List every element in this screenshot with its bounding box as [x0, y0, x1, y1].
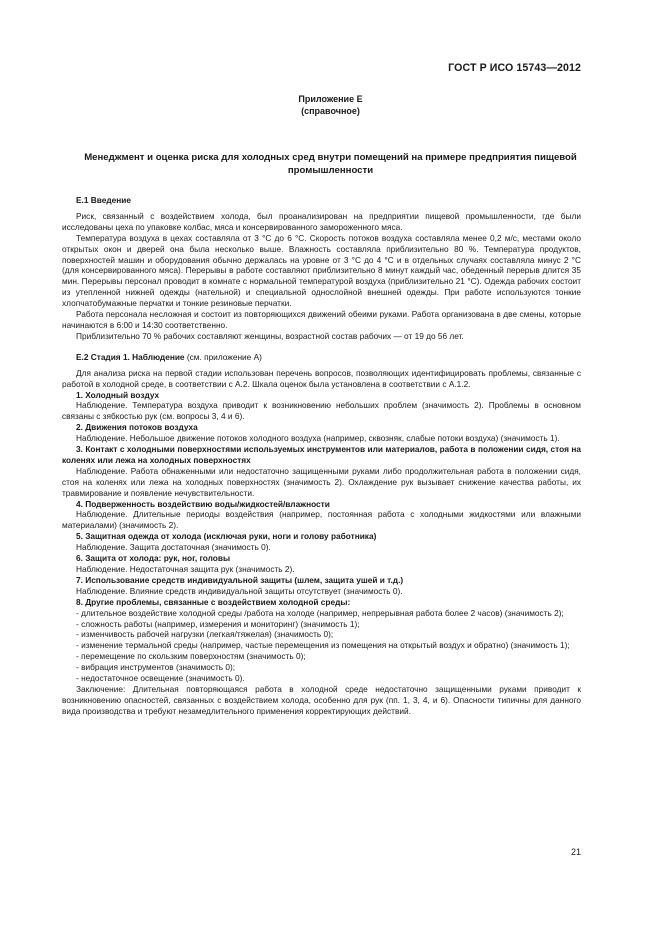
list-item: - изменение термальной среды (например, частые перемещения из помещения на открытый воздух и обратно) (значимость 1); — [76, 640, 570, 651]
paragraph: Приблизительно 70 % рабочих составляют женщины, возрастной состав рабочих — от 19 до 56 лет. — [76, 330, 464, 341]
item-text: Наблюдение. Температура воздуха приводит к возникновению небольших проблем (значимость 2). Проблемы в основном связаны с зябкостью рук (см. вопросы 3, 4 и 6). — [62, 400, 581, 422]
item-title: 5. Защитная одежда от холода (исключая руки, ноги и голову работника) — [76, 531, 377, 542]
item-text: Наблюдение. Недостаточная защита рук (значимость 2). — [76, 564, 295, 574]
section-e2-heading-bold: Е.2 Стадия 1. Наблюдение — [76, 351, 185, 362]
list-item: - перемещение по скользким поверхностям (значимость 0); — [76, 651, 306, 662]
section-e2-heading — [62, 352, 581, 363]
item-text: Наблюдение. Защита достаточная (значимость 0). — [76, 542, 271, 553]
paragraph: Температура воздуха в цехах составляла от 3 °С до 6 °С. Скорость потоков воздуха составляла менее 0,2 м/с, местами около открытых окон и дверей она была несколько выше. Влажность составляла приблизительно 80 %. Температура продуктов, поверхностей машин и оборудования обычно держалась на уровне от 3 °С до 4 °С и в отдельных случаях составляла минус 2 °С (для консервированного мяса). Перерывы в работе составляют приблизительно 8 минут каждый час, обеденный перерыв длится 35 мин. Перерывы персонал проводит в комнате с нормальной температурой воздуха (приблизительно 21 °С). Одежда рабочих состоит из утепленной нижней одежды (нательной) и специальной однослойной внешней одежды. При работе используются тонкие хлопчатобумажные перчатки и тонкие резиновые перчатки. — [62, 232, 581, 309]
item-title: 2. Движения потоков воздуха — [76, 422, 198, 433]
item-text: Наблюдение. Длительные периоды воздействия (например, постоянная работа с холодными жидкостями или влажными материалами) (значимость 2). — [62, 509, 581, 531]
section-e1-heading: Е.1 Введение — [76, 195, 131, 205]
item-title: 3. Контакт с холодными поверхностями используемых инструментов или материалов, работа в положении сидя, стоя на коленях или лежа на холодных поверхностях — [62, 444, 581, 465]
page-number: 21 — [570, 847, 581, 857]
item-title: 8. Другие проблемы, связанные с воздействием холодной среды: — [76, 596, 351, 607]
item-text: Наблюдение. Влияние средств индивидуальной защиты отсутствует (значимость 0). — [76, 585, 403, 596]
document-body — [62, 195, 581, 717]
item-title: 6. Защита от холода: рук, ног, головы — [76, 553, 231, 564]
item-text: Наблюдение. Небольшое движение потоков холодного воздуха (например, сквозняк, слабые потоки воздуха) (значимость 1). — [76, 433, 560, 444]
paragraph: Работа персонала несложная и состоит из повторяющихся движений обеими руками. Работа организована в две смены, которые начинаются в 6:00 и 14:30 соответственно. — [62, 309, 581, 330]
conclusion: Заключение: Длительная повторяющаяся работа в холодной среде недостаточно защищенными руками приводит к возникновению опасностей, связанных с воздействием холода, особенно для рук (пп. 1, 3, 4, и 6). Опасности типичны для данного вида производства и требуют незамедлительного применения корректирующих действий. — [62, 683, 581, 716]
list-item: - недостаточное освещение (значимость 0). — [76, 673, 245, 684]
list-item: - длительное воздействие холодной среды /работа на холоде (например, непрерывная работа более 2 часов) (значимость 2); — [76, 607, 564, 618]
annex-title: Приложение Е — [298, 94, 363, 104]
document-title: Менеджмент и оценка риска для холодных сред внутри помещений на примере предприятия пищевой промышленности — [84, 152, 577, 176]
list-item: - сложность работы (например, измерения и мониторинг) (значимость 1); — [76, 618, 360, 629]
paragraph: Для анализа риска на первой стадии использован перечень вопросов, позволяющих идентифицировать проблемы, связанные с работой в холодной среде, в соответствии с А.2. Шкала оценок была установлена в соответствии с А.1.2. — [62, 367, 581, 389]
item-title: 7. Использование средств индивидуальной защиты (шлем, защита ушей и т.д.) — [76, 574, 404, 585]
item-text: Наблюдение. Работа обнаженными или недостаточно защищенными руками либо продолжительная работа в положении сидя, стоя на коленях или лежа на холодных поверхностях (значимость 2). Охлаждение рук вызывает снижение качества работы, их травмирование и появление нечувствительности. — [62, 465, 581, 498]
list-item: - вибрация инструментов (значимость 0); — [76, 662, 236, 673]
annex-kind: (справочное) — [301, 106, 360, 116]
list-item: - изменчивость рабочей нагрузки (легкая/тяжелая) (значимость 0); — [76, 629, 334, 640]
item-title: 4. Подверженность воздействию воды/жидкостей/влажности — [76, 498, 330, 509]
standard-number: ГОСТ Р ИСО 15743—2012 — [448, 62, 581, 74]
item-title: 1. Холодный воздух — [76, 389, 160, 400]
section-e2-heading-ref: (см. приложение А) — [184, 351, 262, 362]
paragraph: Риск, связанный с воздействием холода, был проанализирован на предприятии пищевой промышленности, где были исследованы цеха по упаковке колбас, мяса и консервированного замороженного мяса. — [62, 210, 581, 232]
